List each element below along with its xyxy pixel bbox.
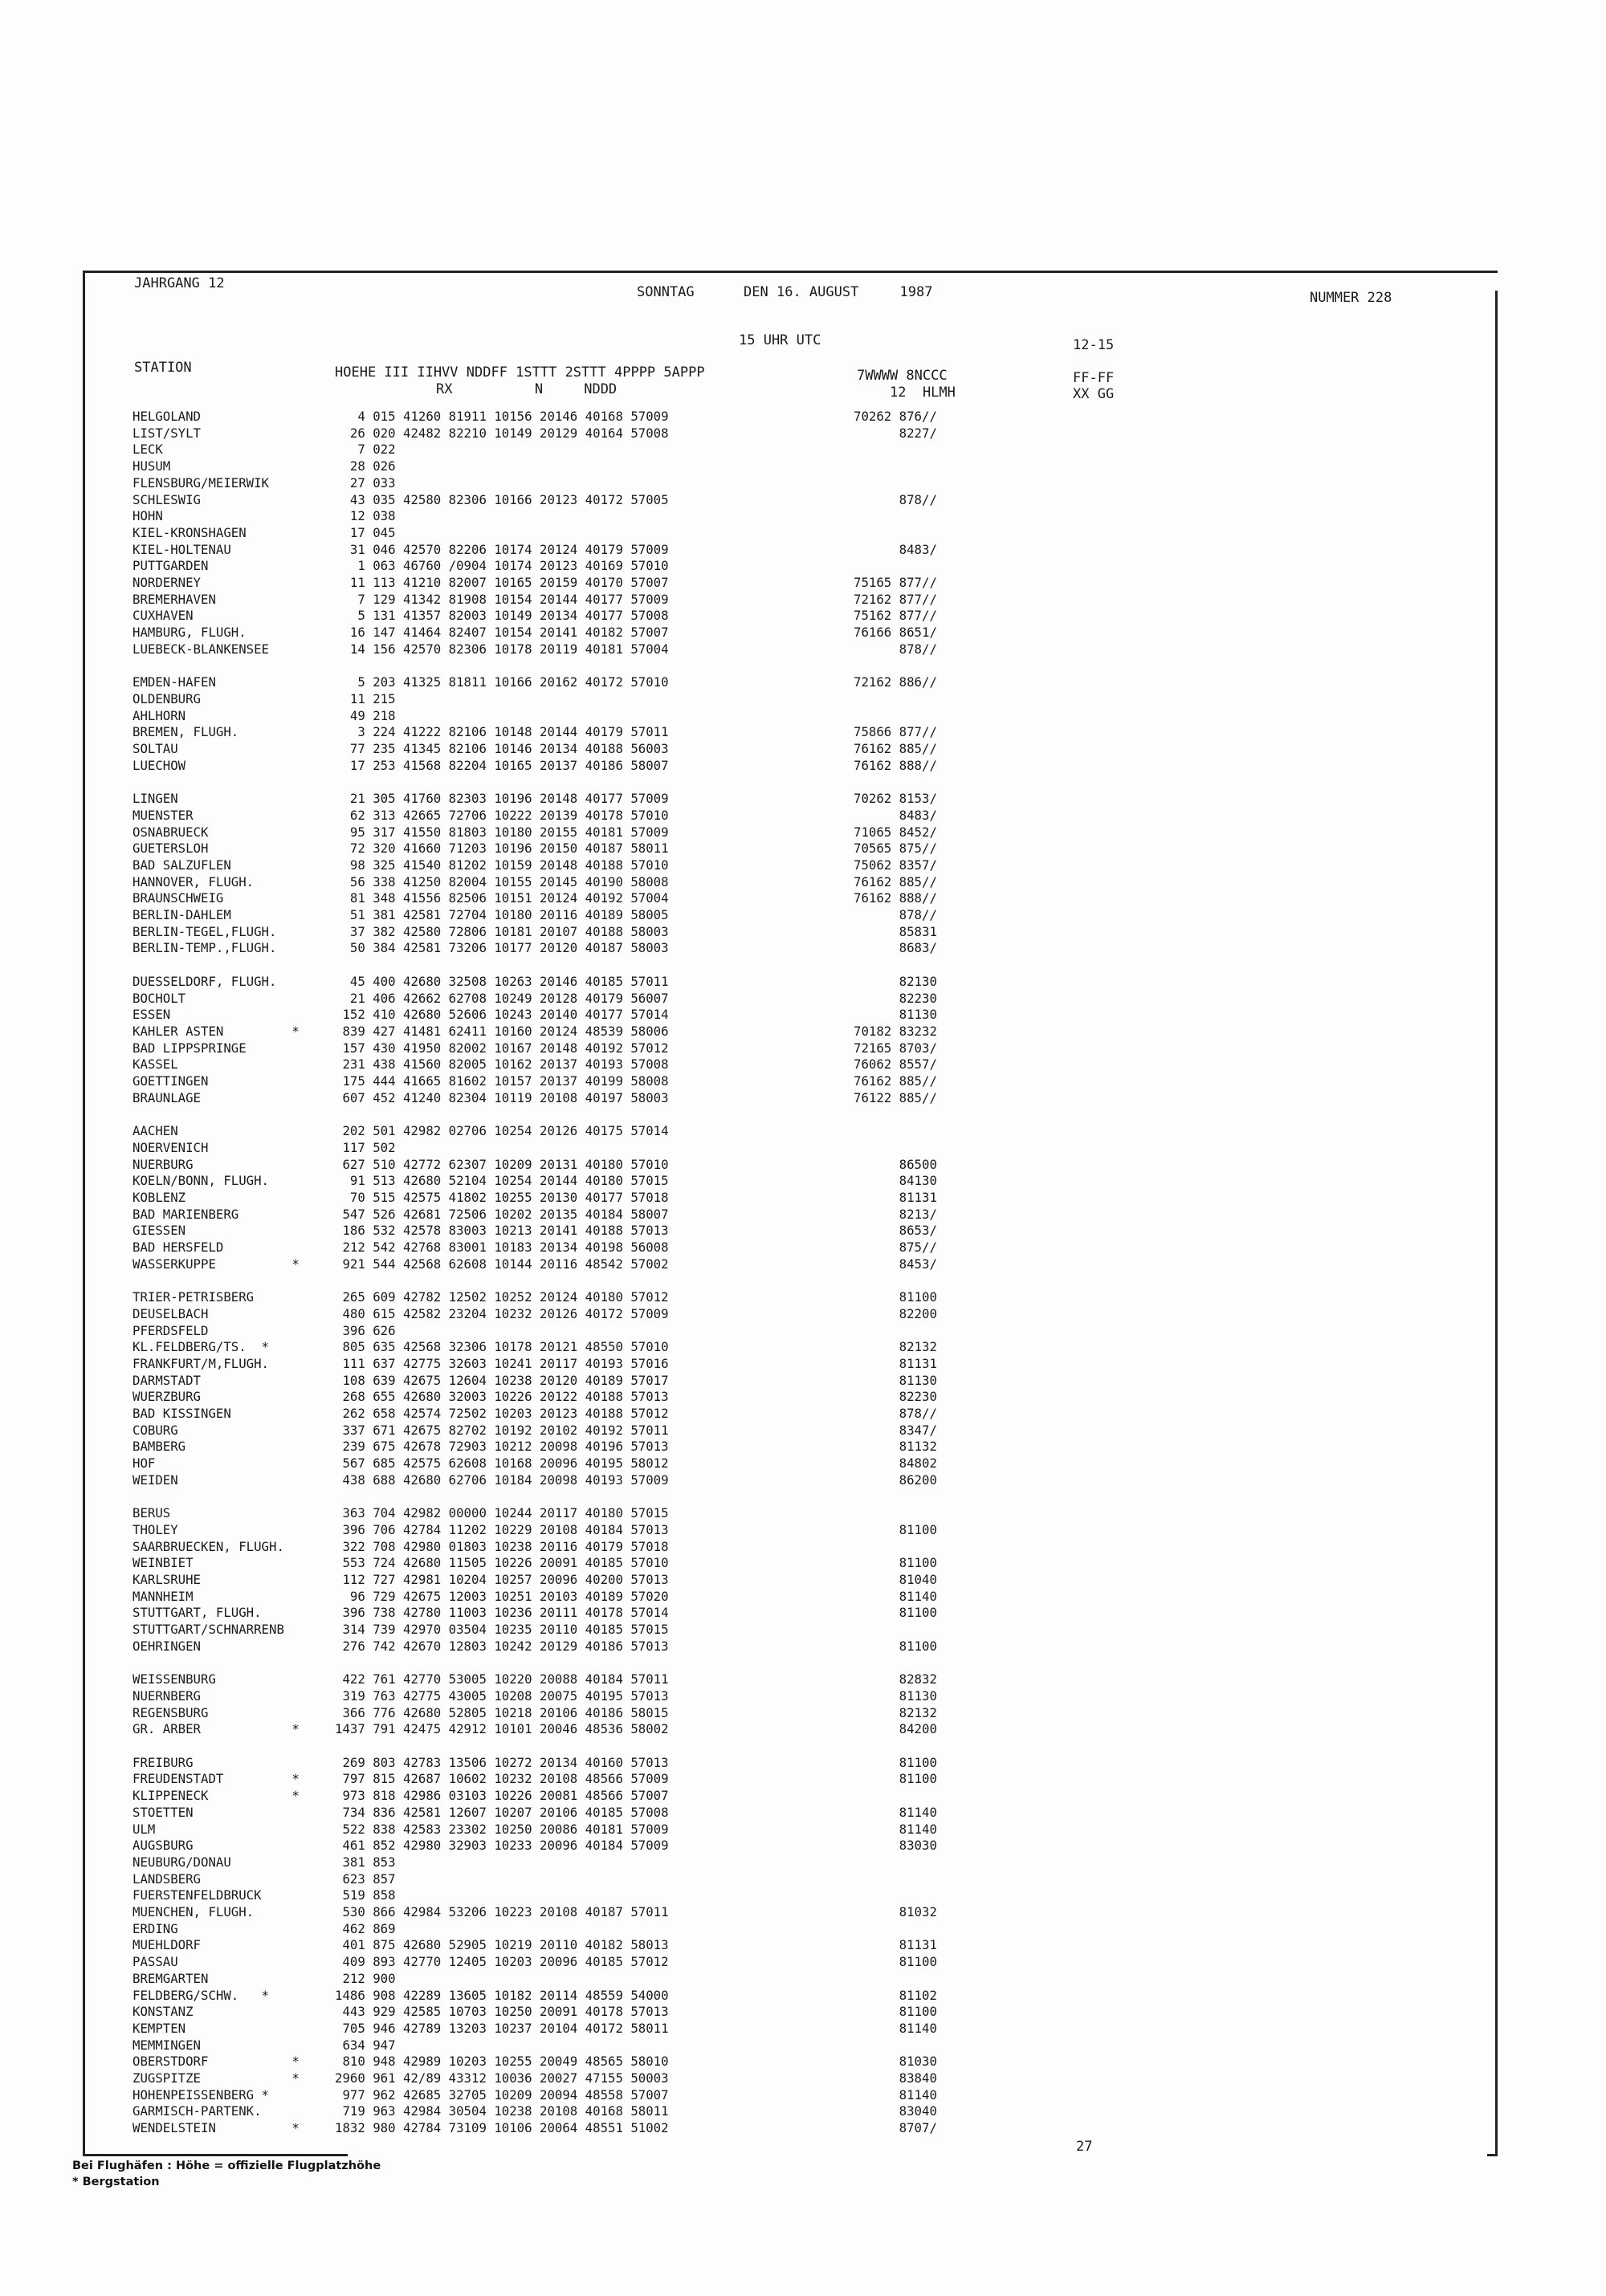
- station-values: 11 215: [335, 691, 396, 706]
- station-weather-codes: 82132: [854, 1339, 937, 1354]
- station-weather-codes: 8227/: [854, 425, 937, 441]
- station-name: KOELN/BONN, FLUGH.: [132, 1173, 270, 1188]
- station-weather-codes: 71065 8452/: [854, 824, 937, 840]
- station-weather-codes: 76062 8557/: [854, 1056, 937, 1072]
- station-weather-codes: 878//: [854, 1406, 937, 1421]
- station-name: LIST/SYLT: [132, 425, 202, 441]
- station-values: 519 858: [335, 1887, 396, 1903]
- station-values: 28 026: [335, 458, 396, 474]
- station-name: FRANKFURT/M,FLUGH.: [132, 1356, 270, 1371]
- station-weather-codes: 76162 885//: [854, 1073, 937, 1089]
- station-name: THOLEY: [132, 1522, 178, 1537]
- station-weather-codes: 82132: [854, 1705, 937, 1720]
- station-name: BOCHOLT: [132, 991, 186, 1006]
- page-frame-left: [83, 271, 85, 2156]
- station-values: 152 410 42680 52606 10243 20140 40177 57014: [335, 1007, 669, 1022]
- station-name: BREMERHAVEN: [132, 592, 216, 607]
- station-values: 607 452 41240 82304 10119 20108 40197 58003: [335, 1090, 669, 1105]
- station-name: FUERSTENFELDBRUCK: [132, 1887, 262, 1903]
- station-weather-codes: 86200: [854, 1472, 937, 1488]
- station-values: 1486 908 42289 13605 10182 20114 48559 54000: [335, 1988, 669, 2003]
- station-weather-codes: 81032: [854, 1904, 937, 1919]
- station-values: 396 626: [335, 1323, 396, 1338]
- station-weather-codes: 76122 885//: [854, 1090, 937, 1105]
- station-weather-codes: 84802: [854, 1455, 937, 1471]
- station-weather-codes: 70262 876//: [854, 409, 937, 424]
- station-name: FLENSBURG/MEIERWIK: [132, 475, 270, 491]
- station-values: 409 893 42770 12405 10203 20096 40185 57012: [335, 1954, 669, 1969]
- station-values: 2960 961 42/89 43312 10036 20027 47155 50003: [335, 2070, 669, 2086]
- station-values: 21 406 42662 62708 10249 20128 40179 56007: [335, 991, 669, 1006]
- station-name: HOF: [132, 1455, 156, 1471]
- station-values: 522 838 42583 23302 10250 20086 40181 57009: [335, 1822, 669, 1837]
- station-weather-codes: 72162 886//: [854, 674, 937, 690]
- station-values: 461 852 42980 32903 10233 20096 40184 57009: [335, 1838, 669, 1853]
- station-values: 50 384 42581 73206 10177 20120 40187 58003: [335, 940, 669, 955]
- station-name: PFERDSFELD: [132, 1323, 209, 1338]
- page-frame-bottom: [83, 2154, 348, 2156]
- station-name: BAD KISSINGEN: [132, 1406, 231, 1421]
- station-weather-codes: 81130: [854, 1373, 937, 1388]
- station-values: 4 015 41260 81911 10156 20146 40168 57009: [335, 409, 669, 424]
- issue-number: NUMMER 228: [1310, 290, 1392, 306]
- station-weather-codes: 75165 877//: [854, 575, 937, 590]
- jahrgang: JAHRGANG 12: [134, 275, 225, 291]
- station-values: 17 253 41568 82204 10165 20137 40186 58007: [335, 758, 669, 773]
- station-weather-codes: 8453/: [854, 1256, 937, 1272]
- station-values: 1832 980 42784 73109 10106 20064 48551 51002: [335, 2120, 669, 2135]
- station-weather-codes: 81100: [854, 1771, 937, 1786]
- station-name: KL.FELDBERG/TS. *: [132, 1339, 270, 1354]
- station-weather-codes: 76162 888//: [854, 890, 937, 906]
- station-name: SOLTAU: [132, 741, 178, 756]
- station-values: 797 815 42687 10602 10232 20108 48566 57009: [335, 1771, 669, 1786]
- station-weather-codes: 81130: [854, 1007, 937, 1022]
- station-weather-codes: 70262 8153/: [854, 791, 937, 806]
- station-values: 43 035 42580 82306 10166 20123 40172 57005: [335, 492, 669, 507]
- station-name: BREMGARTEN: [132, 1971, 209, 1986]
- station-name: WASSERKUPPE *: [132, 1256, 300, 1272]
- station-values: 366 776 42680 52805 10218 20106 40186 58015: [335, 1705, 669, 1720]
- station-values: 381 853: [335, 1854, 396, 1870]
- station-weather-codes: 81131: [854, 1190, 937, 1205]
- station-name: MUEHLDORF: [132, 1937, 202, 1952]
- station-values: 157 430 41950 82002 10167 20148 40192 57012: [335, 1040, 669, 1056]
- station-values: 49 218: [335, 708, 396, 723]
- station-values: 62 313 42665 72706 10222 20139 40178 57010: [335, 808, 669, 823]
- page-frame-right: [1495, 291, 1498, 2155]
- station-values: 56 338 41250 82004 10155 20145 40190 58008: [335, 874, 669, 889]
- station-name: EMDEN-HAFEN: [132, 674, 216, 690]
- station-values: 91 513 42680 52104 10254 20144 40180 57015: [335, 1173, 669, 1188]
- station-values: 17 045: [335, 525, 396, 540]
- station-weather-codes: 81030: [854, 2054, 937, 2069]
- station-values: 175 444 41665 81602 10157 20137 40199 58008: [335, 1073, 669, 1089]
- station-name: GIESSEN: [132, 1223, 186, 1238]
- column-header-codes: HOEHE III IIHVV NDDFF 1STTT 2STTT 4PPPP 5APPP: [335, 364, 705, 381]
- station-values: 212 542 42768 83001 10183 20134 40198 56008: [335, 1240, 669, 1255]
- station-weather-codes: 82200: [854, 1306, 937, 1321]
- station-values: 319 763 42775 43005 10208 20075 40195 57013: [335, 1688, 669, 1704]
- station-name: ESSEN: [132, 1007, 171, 1022]
- station-values: 77 235 41345 82106 10146 20134 40188 56003: [335, 741, 669, 756]
- station-values: 567 685 42575 62608 10168 20096 40195 58012: [335, 1455, 669, 1471]
- station-name: BERLIN-TEMP.,FLUGH.: [132, 940, 277, 955]
- station-name: SCHLESWIG: [132, 492, 202, 507]
- utc-time: 15 UHR UTC: [739, 332, 821, 348]
- station-weather-codes: 75866 877//: [854, 724, 937, 739]
- station-name: HOHENPEISSENBERG *: [132, 2087, 270, 2103]
- station-name: STUTTGART/SCHNARRENB: [132, 1622, 284, 1637]
- footnote-airports: Bei Flughäfen : Höhe = offizielle Flugplatzhöhe: [72, 2160, 381, 2172]
- station-values: 3 224 41222 82106 10148 20144 40179 57011: [335, 724, 669, 739]
- station-weather-codes: 878//: [854, 907, 937, 922]
- station-values: 839 427 41481 62411 10160 20124 48539 58006: [335, 1024, 669, 1039]
- station-weather-codes: 72165 8703/: [854, 1040, 937, 1056]
- station-values: 5 203 41325 81811 10166 20162 40172 57010: [335, 674, 669, 690]
- station-values: 7 022: [335, 442, 396, 457]
- station-weather-codes: 81100: [854, 1555, 937, 1570]
- station-name: MUENSTER: [132, 808, 194, 823]
- station-weather-codes: 76162 885//: [854, 874, 937, 889]
- column-header-station: STATION: [134, 360, 192, 376]
- station-weather-codes: 81100: [854, 1954, 937, 1969]
- station-name: KONSTANZ: [132, 2004, 194, 2019]
- station-weather-codes: 875//: [854, 1240, 937, 1255]
- station-name: WENDELSTEIN *: [132, 2120, 300, 2135]
- station-values: 7 129 41342 81908 10154 20144 40177 57009: [335, 592, 669, 607]
- station-values: 547 526 42681 72506 10202 20135 40184 58007: [335, 1207, 669, 1222]
- station-values: 26 020 42482 82210 10149 20129 40164 57008: [335, 425, 669, 441]
- station-name: SAARBRUECKEN, FLUGH.: [132, 1539, 284, 1554]
- station-name: LUECHOW: [132, 758, 186, 773]
- station-name: NEUBURG/DONAU: [132, 1854, 231, 1870]
- station-weather-codes: 8653/: [854, 1223, 937, 1238]
- station-name: LINGEN: [132, 791, 178, 806]
- station-values: 396 706 42784 11202 10229 20108 40184 57013: [335, 1522, 669, 1537]
- station-name: HANNOVER, FLUGH.: [132, 874, 255, 889]
- page-frame-tick: [1487, 2154, 1498, 2156]
- station-weather-codes: 81100: [854, 1522, 937, 1537]
- station-name: KOBLENZ: [132, 1190, 186, 1205]
- station-weather-codes: 82230: [854, 1389, 937, 1404]
- station-weather-codes: 878//: [854, 492, 937, 507]
- station-name: ZUGSPITZE *: [132, 2070, 300, 2086]
- station-weather-codes: 81131: [854, 1937, 937, 1952]
- hour-range: 12-15: [1073, 337, 1115, 353]
- station-values: 108 639 42675 12604 10238 20120 40189 57017: [335, 1373, 669, 1388]
- station-name: KARLSRUHE: [132, 1572, 202, 1587]
- station-values: 81 348 41556 82506 10151 20124 40192 57004: [335, 890, 669, 906]
- station-name: MUENCHEN, FLUGH.: [132, 1904, 255, 1919]
- station-weather-codes: 72162 877//: [854, 592, 937, 607]
- station-name: CUXHAVEN: [132, 608, 194, 623]
- station-weather-codes: 8683/: [854, 940, 937, 955]
- station-weather-codes: 86500: [854, 1157, 937, 1172]
- station-name: BERLIN-DAHLEM: [132, 907, 231, 922]
- station-values: 363 704 42982 00000 10244 20117 40180 57015: [335, 1505, 669, 1520]
- station-weather-codes: 81131: [854, 1356, 937, 1371]
- station-values: 1437 791 42475 42912 10101 20046 48536 58002: [335, 1721, 669, 1736]
- station-name: HUSUM: [132, 458, 171, 474]
- station-values: 51 381 42581 72704 10180 20116 40189 58005: [335, 907, 669, 922]
- station-values: 810 948 42989 10203 10255 20049 48565 58010: [335, 2054, 669, 2069]
- column-header-ww: 7WWWW 8NCCC: [857, 368, 948, 384]
- station-weather-codes: 70565 875//: [854, 841, 937, 856]
- station-name: BRAUNSCHWEIG: [132, 890, 224, 906]
- station-name: WEINBIET: [132, 1555, 194, 1570]
- station-name: BERLIN-TEGEL,FLUGH.: [132, 924, 277, 939]
- station-values: 462 869: [335, 1921, 396, 1936]
- station-weather-codes: 8707/: [854, 2120, 937, 2135]
- station-name: MEMMINGEN: [132, 2037, 202, 2053]
- station-values: 623 857: [335, 1871, 396, 1887]
- station-values: 269 803 42783 13506 10272 20134 40160 57013: [335, 1755, 669, 1770]
- station-weather-codes: 8483/: [854, 808, 937, 823]
- station-name: COBURG: [132, 1423, 178, 1438]
- station-weather-codes: 84200: [854, 1721, 937, 1736]
- station-weather-codes: 83030: [854, 1838, 937, 1853]
- station-name: KAHLER ASTEN *: [132, 1024, 300, 1039]
- column-header-ff: FF-FF: [1073, 370, 1115, 386]
- station-name: OSNABRUECK: [132, 824, 209, 840]
- station-name: KLIPPENECK *: [132, 1788, 300, 1803]
- station-values: 239 675 42678 72903 10212 20098 40196 57013: [335, 1439, 669, 1454]
- station-values: 45 400 42680 32508 10263 20146 40185 57011: [335, 974, 669, 989]
- station-name: AUGSBURG: [132, 1838, 194, 1853]
- station-values: 70 515 42575 41802 10255 20130 40177 57018: [335, 1190, 669, 1205]
- station-weather-codes: 76166 8651/: [854, 625, 937, 640]
- station-name: WEIDEN: [132, 1472, 178, 1488]
- station-values: 11 113 41210 82007 10165 20159 40170 57007: [335, 575, 669, 590]
- station-weather-codes: 8483/: [854, 542, 937, 557]
- station-weather-codes: 70182 83232: [854, 1024, 937, 1039]
- station-values: 5 131 41357 82003 10149 20134 40177 57008: [335, 608, 669, 623]
- page-frame-top: [83, 271, 1498, 273]
- station-name: HAMBURG, FLUGH.: [132, 625, 247, 640]
- station-values: 72 320 41660 71203 10196 20150 40187 58011: [335, 841, 669, 856]
- station-name: OLDENBURG: [132, 691, 202, 706]
- station-values: 21 305 41760 82303 10196 20148 40177 57009: [335, 791, 669, 806]
- station-weather-codes: 75062 8357/: [854, 857, 937, 873]
- footnote-mountain: * Bergstation: [72, 2176, 160, 2188]
- station-weather-codes: 8213/: [854, 1207, 937, 1222]
- station-values: 98 325 41540 81202 10159 20148 40188 57010: [335, 857, 669, 873]
- station-values: 231 438 41560 82005 10162 20137 40193 57008: [335, 1056, 669, 1072]
- station-name: KIEL-HOLTENAU: [132, 542, 231, 557]
- station-name: HELGOLAND: [132, 409, 202, 424]
- station-name: REGENSBURG: [132, 1705, 209, 1720]
- station-weather-codes: 81140: [854, 1805, 937, 1820]
- station-values: 111 637 42775 32603 10241 20117 40193 57016: [335, 1356, 669, 1371]
- station-values: 719 963 42984 30504 10238 20108 40168 58011: [335, 2103, 669, 2119]
- station-name: NOERVENICH: [132, 1140, 209, 1155]
- station-name: AHLHORN: [132, 708, 186, 723]
- station-values: 268 655 42680 32003 10226 20122 40188 57013: [335, 1389, 669, 1404]
- station-values: 186 532 42578 83003 10213 20141 40188 57013: [335, 1223, 669, 1238]
- station-name: BREMEN, FLUGH.: [132, 724, 239, 739]
- station-name: STUTTGART, FLUGH.: [132, 1605, 262, 1620]
- station-name: WEISSENBURG: [132, 1671, 216, 1687]
- station-values: 16 147 41464 82407 10154 20141 40182 57007: [335, 625, 669, 640]
- station-name: STOETTEN: [132, 1805, 194, 1820]
- station-weather-codes: 81102: [854, 1988, 937, 2003]
- station-values: 112 727 42981 10204 10257 20096 40200 57013: [335, 1572, 669, 1587]
- station-name: PUTTGARDEN: [132, 558, 209, 573]
- station-weather-codes: 82832: [854, 1671, 937, 1687]
- station-name: BAMBERG: [132, 1439, 186, 1454]
- station-name: LECK: [132, 442, 163, 457]
- station-values: 921 544 42568 62608 10144 20116 48542 57002: [335, 1256, 669, 1272]
- station-values: 265 609 42782 12502 10252 20124 40180 57012: [335, 1289, 669, 1305]
- station-values: 530 866 42984 53206 10223 20108 40187 57011: [335, 1904, 669, 1919]
- station-values: 202 501 42982 02706 10254 20126 40175 57014: [335, 1123, 669, 1138]
- station-weather-codes: 81140: [854, 2021, 937, 2036]
- station-values: 634 947: [335, 2037, 396, 2053]
- station-values: 37 382 42580 72806 10181 20107 40188 58003: [335, 924, 669, 939]
- station-weather-codes: 8347/: [854, 1423, 937, 1438]
- station-weather-codes: 83840: [854, 2070, 937, 2086]
- station-values: 96 729 42675 12003 10251 20103 40189 57020: [335, 1589, 669, 1604]
- station-name: FREUDENSTADT *: [132, 1771, 300, 1786]
- station-name: LUEBECK-BLANKENSEE: [132, 641, 270, 657]
- station-name: ERDING: [132, 1921, 178, 1936]
- station-name: GOETTINGEN: [132, 1073, 209, 1089]
- station-weather-codes: 82230: [854, 991, 937, 1006]
- station-values: 705 946 42789 13203 10237 20104 40172 58011: [335, 2021, 669, 2036]
- station-values: 973 818 42986 03103 10226 20081 48566 57007: [335, 1788, 669, 1803]
- station-name: DEUSELBACH: [132, 1306, 209, 1321]
- station-values: 438 688 42680 62706 10184 20098 40193 57009: [335, 1472, 669, 1488]
- station-values: 314 739 42970 03504 10235 20110 40185 57015: [335, 1622, 669, 1637]
- station-values: 212 900: [335, 1971, 396, 1986]
- station-name: GARMISCH-PARTENK.: [132, 2103, 262, 2119]
- station-weather-codes: 84130: [854, 1173, 937, 1188]
- station-values: 31 046 42570 82206 10174 20124 40179 57009: [335, 542, 669, 557]
- station-weather-codes: 81140: [854, 1822, 937, 1837]
- station-values: 337 671 42675 82702 10192 20102 40192 57011: [335, 1423, 669, 1438]
- station-name: FELDBERG/SCHW. *: [132, 1988, 270, 2003]
- station-weather-codes: 81132: [854, 1439, 937, 1454]
- station-name: MANNHEIM: [132, 1589, 194, 1604]
- station-name: NUERBURG: [132, 1157, 194, 1172]
- station-values: 443 929 42585 10703 10250 20091 40178 57013: [335, 2004, 669, 2019]
- station-weather-codes: 82130: [854, 974, 937, 989]
- station-name: DUESSELDORF, FLUGH.: [132, 974, 277, 989]
- station-name: GR. ARBER *: [132, 1721, 300, 1736]
- column-header-codes-sub: RX N NDDD: [436, 381, 618, 397]
- station-weather-codes: 81140: [854, 2087, 937, 2103]
- station-name: TRIER-PETRISBERG: [132, 1289, 255, 1305]
- station-weather-codes: 81100: [854, 2004, 937, 2019]
- station-weather-codes: 81040: [854, 1572, 937, 1587]
- station-weather-codes: 81130: [854, 1688, 937, 1704]
- station-values: 396 738 42780 11003 10236 20111 40178 57014: [335, 1605, 669, 1620]
- station-name: BRAUNLAGE: [132, 1090, 202, 1105]
- station-name: AACHEN: [132, 1123, 178, 1138]
- station-values: 117 502: [335, 1140, 396, 1155]
- station-values: 422 761 42770 53005 10220 20088 40184 57011: [335, 1671, 669, 1687]
- station-name: NUERNBERG: [132, 1688, 202, 1704]
- station-name: KIEL-KRONSHAGEN: [132, 525, 247, 540]
- station-name: HOHN: [132, 508, 163, 523]
- station-values: 805 635 42568 32306 10178 20121 48550 57010: [335, 1339, 669, 1354]
- station-name: BAD MARIENBERG: [132, 1207, 239, 1222]
- station-weather-codes: 76162 888//: [854, 758, 937, 773]
- station-values: 27 033: [335, 475, 396, 491]
- page-number: 27: [1076, 2139, 1093, 2155]
- station-values: 401 875 42680 52905 10219 20110 40182 58013: [335, 1937, 669, 1952]
- station-weather-codes: 878//: [854, 641, 937, 657]
- station-name: BERUS: [132, 1505, 171, 1520]
- station-name: BAD LIPPSPRINGE: [132, 1040, 247, 1056]
- station-weather-codes: 75162 877//: [854, 608, 937, 623]
- station-values: 734 836 42581 12607 10207 20106 40185 57008: [335, 1805, 669, 1820]
- station-values: 977 962 42685 32705 10209 20094 48558 57007: [335, 2087, 669, 2103]
- station-weather-codes: 81140: [854, 1589, 937, 1604]
- column-header-ff-sub: XX GG: [1073, 386, 1115, 402]
- station-name: ULM: [132, 1822, 156, 1837]
- station-name: WUERZBURG: [132, 1389, 202, 1404]
- station-values: 262 658 42574 72502 10203 20123 40188 57012: [335, 1406, 669, 1421]
- station-values: 95 317 41550 81803 10180 20155 40181 57009: [335, 824, 669, 840]
- station-name: KASSEL: [132, 1056, 178, 1072]
- column-header-ww-sub: 12 HLMH: [890, 385, 956, 401]
- station-values: 322 708 42980 01803 10238 20116 40179 57018: [335, 1539, 669, 1554]
- station-name: FREIBURG: [132, 1755, 194, 1770]
- station-name: DARMSTADT: [132, 1373, 202, 1388]
- station-name: BAD HERSFELD: [132, 1240, 224, 1255]
- issue-date: SONNTAG DEN 16. AUGUST 1987: [637, 284, 933, 300]
- station-weather-codes: 81100: [854, 1289, 937, 1305]
- station-name: LANDSBERG: [132, 1871, 202, 1887]
- station-name: BAD SALZUFLEN: [132, 857, 231, 873]
- station-values: 553 724 42680 11505 10226 20091 40185 57010: [335, 1555, 669, 1570]
- station-weather-codes: 81100: [854, 1755, 937, 1770]
- station-weather-codes: 81100: [854, 1639, 937, 1654]
- station-name: OBERSTDORF *: [132, 2054, 300, 2069]
- station-weather-codes: 83040: [854, 2103, 937, 2119]
- station-values: 480 615 42582 23204 10232 20126 40172 57009: [335, 1306, 669, 1321]
- station-name: PASSAU: [132, 1954, 178, 1969]
- station-name: KEMPTEN: [132, 2021, 186, 2036]
- station-weather-codes: 76162 885//: [854, 741, 937, 756]
- station-values: 627 510 42772 62307 10209 20131 40180 57010: [335, 1157, 669, 1172]
- station-weather-codes: 85831: [854, 924, 937, 939]
- station-values: 276 742 42670 12803 10242 20129 40186 57013: [335, 1639, 669, 1654]
- station-values: 14 156 42570 82306 10178 20119 40181 57004: [335, 641, 669, 657]
- station-name: OEHRINGEN: [132, 1639, 202, 1654]
- station-weather-codes: 81100: [854, 1605, 937, 1620]
- station-values: 12 038: [335, 508, 396, 523]
- station-values: 1 063 46760 /0904 10174 20123 40169 57010: [335, 558, 669, 573]
- station-name: GUETERSLOH: [132, 841, 209, 856]
- station-name: NORDERNEY: [132, 575, 202, 590]
